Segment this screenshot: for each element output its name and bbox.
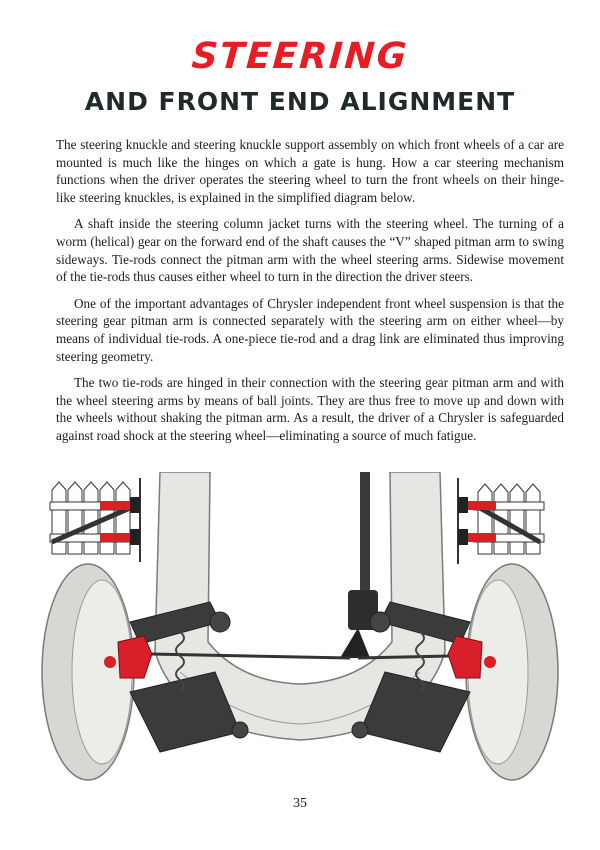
left-gate-diagram [50, 478, 140, 562]
front-suspension-illustration [40, 472, 560, 790]
paragraph-2: A shaft inside the steering column jacket turns with the steering wheel. The turning of a worm (helical) gear on the forward end of the shaft causes the “V” shaped pitman arm to swing sideways. Tie-rods connect the pitman arm with the wheel steering arms. Sidewise movement of the tie-rods thus causes either wheel to turn in the direction the driver steers. [56, 216, 564, 285]
paragraph-1: The steering knuckle and steering knuckle support assembly on which front wheels of a car are mounted is much like the hinges on which a gate is hung. How a car steering mechanism functions when the driver operates the steering wheel to turn the front wheels on their hinge-like steering knuckles, is explained in the simplified diagram below. [56, 137, 564, 205]
paragraph-3: One of the important advantages of Chrysler independent front wheel suspension is that the steering gear pitman arm is connected separately with the steering arm on either wheel—by means of individual tie-rods. A one-piece tie-rod and a drag link are eliminated thus improving steering geometry. [56, 295, 564, 364]
right-gate-diagram [458, 478, 544, 564]
page-subtitle: AND FRONT END ALIGNMENT [84, 87, 516, 116]
body-text [56, 136, 564, 454]
page-number: 35 [293, 796, 307, 811]
page-title: STEERING [190, 36, 410, 77]
steering-column [340, 472, 378, 658]
paragraph-4: The two tie-rods are hinged in their connection with the steering gear pitman arm and with the wheel steering arms by means of ball joints. They are thus free to move up and down with the wheels without shaking the pitman arm. As a result, the driver of a Chrysler is safeguarded against road shock at the steering wheel—eliminating a source of much fatigue. [56, 375, 564, 443]
